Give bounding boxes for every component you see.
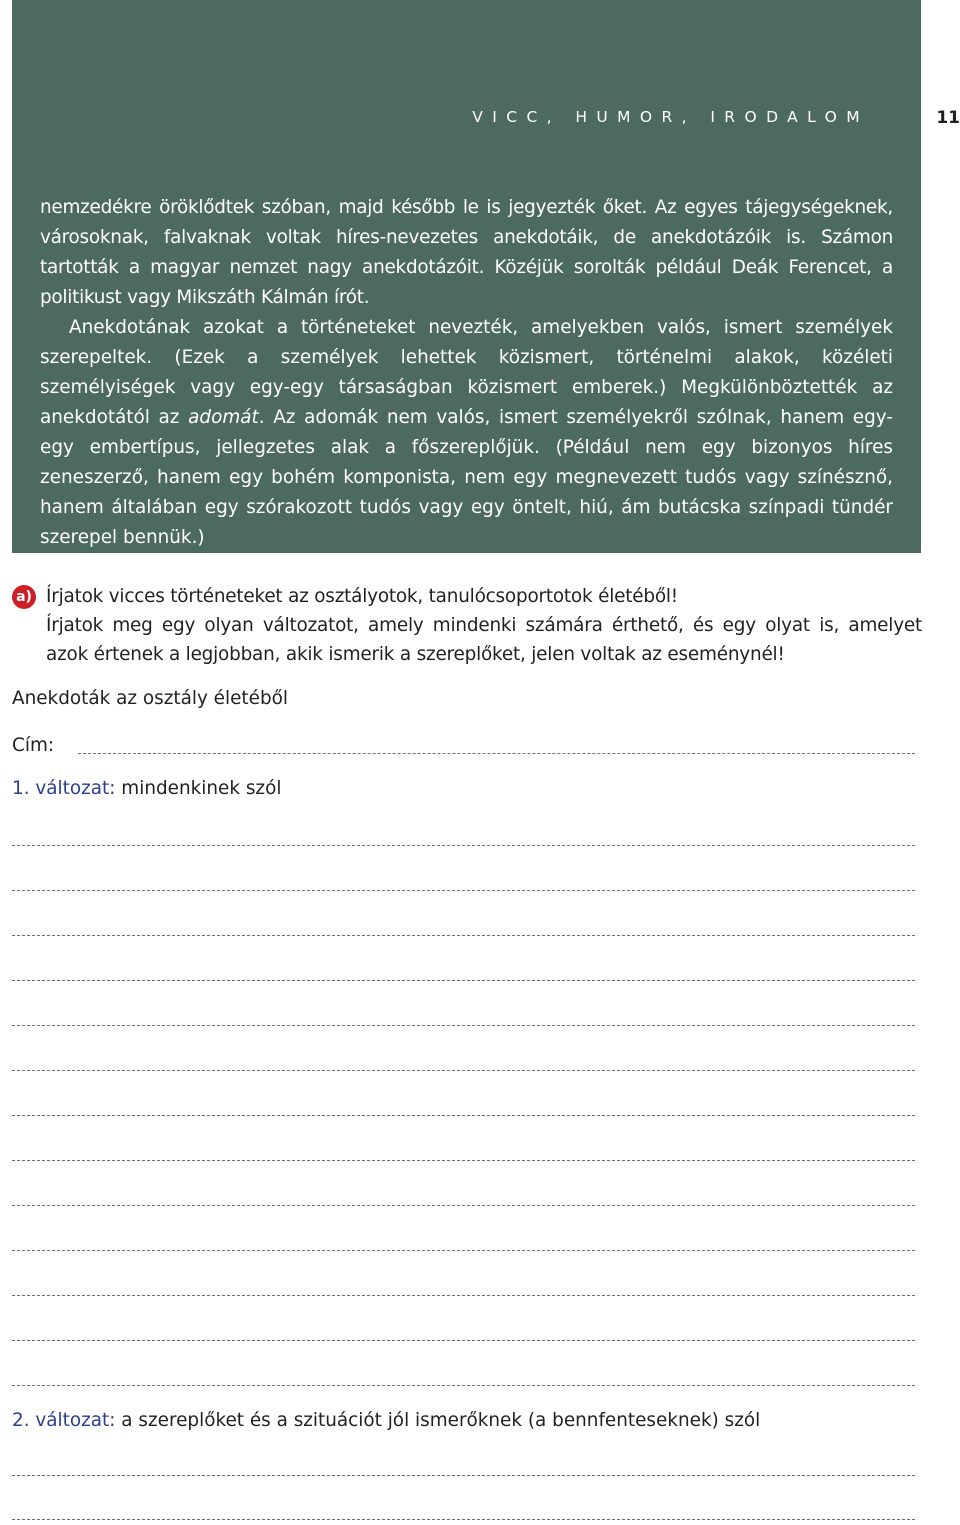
variant-1-write-line[interactable] [12, 845, 915, 846]
variant-1-write-line[interactable] [12, 1205, 915, 1206]
title-write-line[interactable] [78, 753, 915, 754]
variant-1-write-line[interactable] [12, 980, 915, 981]
variant-2-write-line[interactable] [12, 1475, 915, 1476]
variant-2-heading [12, 1410, 760, 1431]
variant-1-write-line[interactable] [12, 1385, 915, 1386]
variant-1-write-line[interactable] [12, 1115, 915, 1116]
variant-1-write-line[interactable] [12, 1025, 915, 1026]
section-title: Anekdoták az osztály életéből [12, 688, 288, 709]
running-title: VICC, HUMOR, IRODALOM [472, 108, 869, 126]
variant-1-write-line[interactable] [12, 1250, 915, 1251]
intro-paragraph-1: nemzedékre öröklődtek szóban, majd később le is jegyezték őket. Az egyes tájegységeknek, városoknak, falvaknak voltak híres-nevezetes anekdotáik, de anekdotázóik is. Számon tartották a magyar nemzet nagy anekdotázóit. Közéjük sorolták például Deák Ferencet, a politikust vagy Mikszáth Kálmán írót. [40, 197, 893, 308]
variant-2-write-line[interactable] [12, 1519, 915, 1520]
variant-1-number: 1. változat: [12, 778, 116, 799]
variant-1-write-line[interactable] [12, 890, 915, 891]
intro-text [40, 193, 893, 553]
variant-1-write-line[interactable] [12, 1340, 915, 1341]
task-line-2: Írjatok meg egy olyan változatot, amely mindenki számára érthető, és egy olyat is, amelyet azok értenek a legjobban, akik ismerik a szereplőket, jelen voltak az eseménynél! [46, 615, 922, 665]
intro-paragraph-2 [40, 313, 893, 553]
variant-1-write-line[interactable] [12, 1070, 915, 1071]
variant-2-number: 2. változat: [12, 1410, 116, 1431]
variant-1-write-line[interactable] [12, 1295, 915, 1296]
paragraph-2-start: Anekdotának azokat a történeteket nevezték, amelyekben valós, ismert személyek szerepeltek. (Ezek a személyek lehettek közismert, történelmi alakok, közéleti személyiségek vagy egy-egy társaságban közismert emberek.) Megkülönböztették az anekdotától az [40, 317, 893, 428]
variant-1-text: mindenkinek szól [115, 778, 282, 799]
title-label: Cím: [12, 735, 55, 756]
variant-1-write-line[interactable] [12, 935, 915, 936]
variant-1-heading [12, 778, 281, 799]
task-badge: a) [12, 585, 36, 609]
task-line-1: Írjatok vicces történeteket az osztályotok, tanulócsoportotok életéből! [46, 586, 678, 607]
adoma-term: adomát [188, 407, 259, 428]
task-instructions [46, 582, 922, 669]
paragraph-2-end: . Az adomák nem valós, ismert személyekről szólnak, hanem egy-egy embertípus, jellegzetes alak a főszereplőjük. (Például nem egy bizonyos híres zeneszerző, hanem egy bohém komponista, nem egy megnevezett tudós vagy színésznő, hanem általában egy szórakozott tudós vagy egy öntelt, hiú, ám butácska színpadi tündér szerepel bennük.) [40, 407, 893, 548]
page-number: 11 [936, 108, 960, 128]
variant-1-write-line[interactable] [12, 1160, 915, 1161]
intro-panel [12, 0, 921, 553]
title-field[interactable] [12, 735, 915, 763]
variant-2-text: a szereplőket és a szituációt jól ismerőknek (a bennfenteseknek) szól [115, 1410, 761, 1431]
